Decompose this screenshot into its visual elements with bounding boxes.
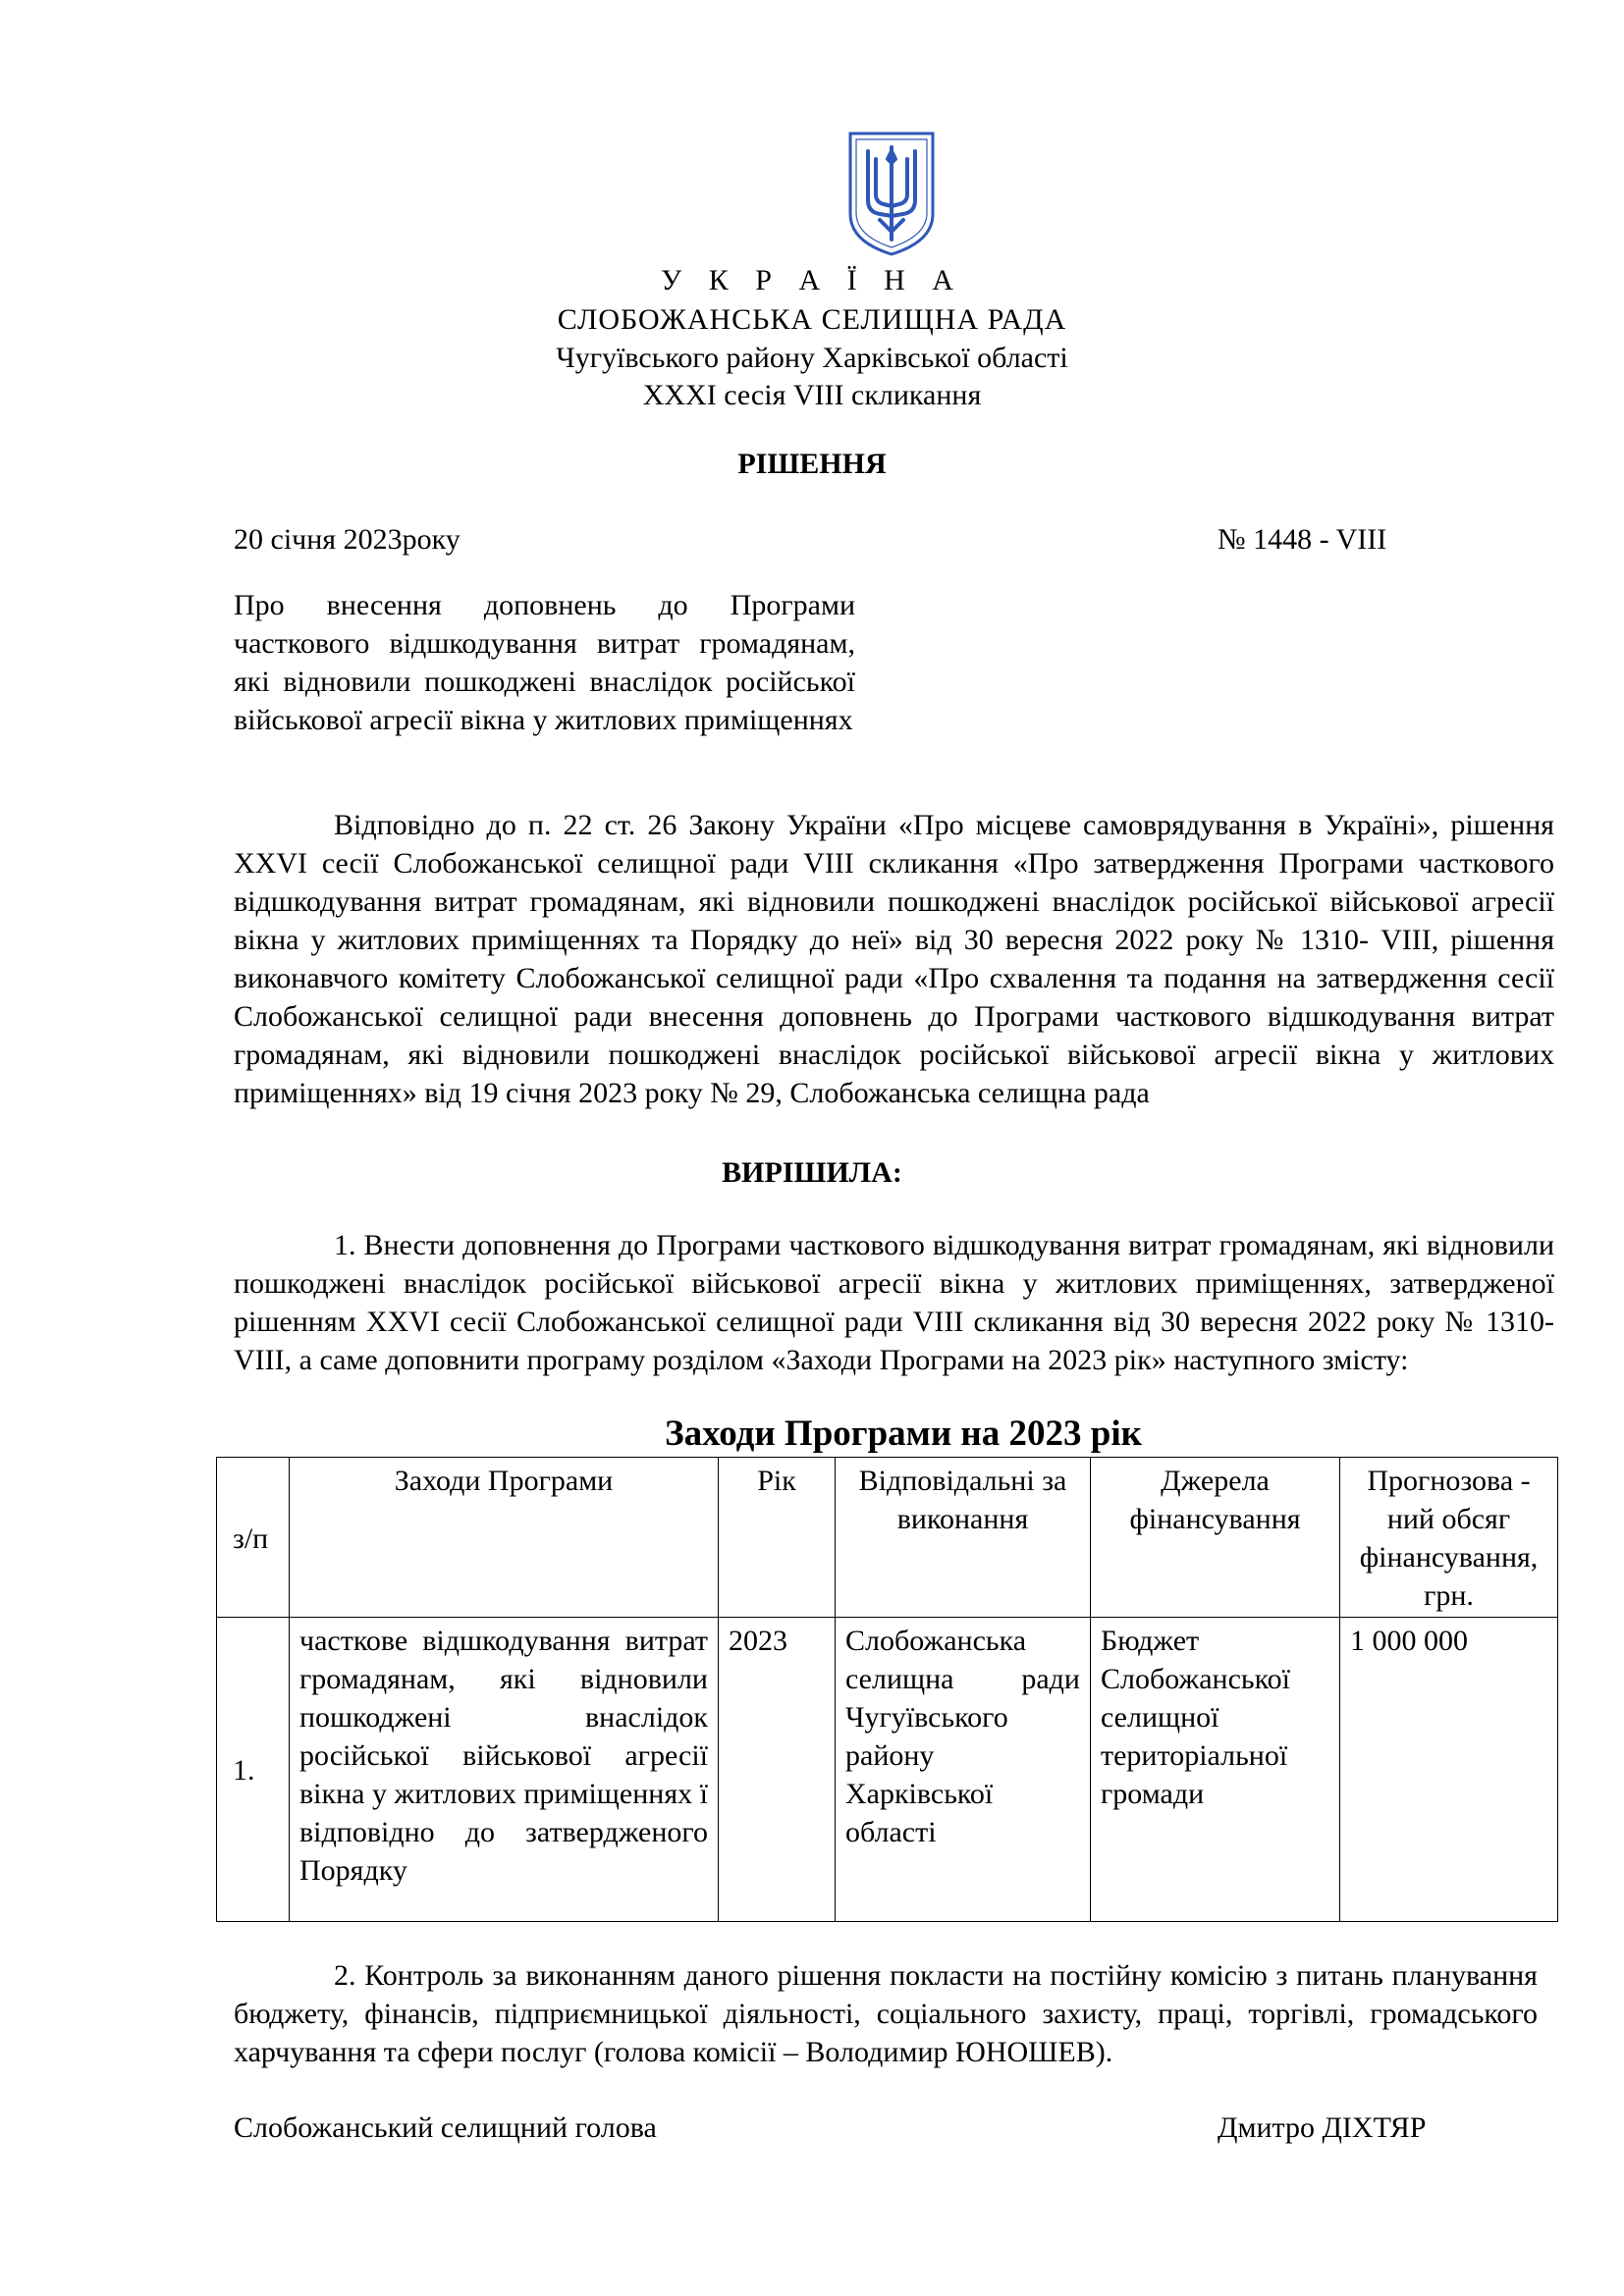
cell-measures: часткове відшкодування витрат громадянам, які відновили пошкоджені внаслідок російської військової агресії вікна у житлових приміщеннях ї відповідно до затвердженого Порядку: [290, 1618, 719, 1922]
cell-volume: 1 000 000: [1340, 1618, 1558, 1922]
preamble-paragraph: Відповідно до п. 22 ст. 26 Закону України «Про місцеве самоврядування в Україні», рішення XXVI сесії Слобожанської селищної ради VIII скликання «Про затвердження Програми часткового відшкодування витрат громадянам, які відновили пошкоджені внаслідок російської військової агресії вікна у житлових приміщеннях та Порядку до неї» від 30 вересня 2022 року № 1310- VIII, рішення виконавчого комітету Слобожанської селищної ради «Про схвалення та подання на затвердження сесії Слобожанської селищної ради внесення доповнень до Програми часткового відшкодування витрат громадянам, які відновили пошкоджені внаслідок російської військової агресії вікна у житлових приміщеннях» від 19 січня 2023 року № 29, Слобожанська селищна рада: [234, 809, 1554, 1109]
signatory-title: Слобожанський селищний голова: [234, 2111, 657, 2144]
coat-of-arms-icon: [846, 130, 937, 257]
measures-table: [216, 1457, 1558, 1922]
decision-item-1: 1. Внести доповнення до Програми часткового відшкодування витрат громадянам, які відновили пошкоджені внаслідок російської військової агресії вікна у житлових приміщеннях, затвердженої рішенням XXVI сесії Слобожанської селищної ради VIII скликання від 30 вересня 2022 року № 1310- VIII, а саме доповнити програму розділом «Заходи Програми на 2023 рік» наступного змісту:: [234, 1229, 1554, 1376]
header-cell-sources: Джерела фінансування: [1091, 1458, 1340, 1618]
decided-heading: ВИРІШИЛА:: [722, 1156, 902, 1189]
header-cell-measures: Заходи Програми: [290, 1458, 719, 1618]
cell-year: 2023: [719, 1618, 836, 1922]
table-row: [217, 1618, 1558, 1922]
decision-subject: Про внесення доповнень до Програми часткового відшкодування витрат громадянам, які відновили пошкоджені внаслідок російської військової агресії вікна у житлових приміщеннях: [234, 589, 855, 736]
table-title: Заходи Програми на 2023 рік: [665, 1414, 1142, 1454]
decision-number: № 1448 - VIII: [1218, 523, 1387, 556]
header-cell-year: Рік: [719, 1458, 836, 1618]
decision-date: 20 січня 2023року: [234, 523, 460, 556]
signatory-name: Дмитро ДІХТЯР: [1218, 2111, 1427, 2144]
cell-responsible: Слобожанська селищна ради Чугуївського району Харківської області: [836, 1618, 1091, 1922]
document-type-title: РІШЕННЯ: [737, 448, 887, 480]
decision-item-2: 2. Контроль за виконанням даного рішення покласти на постійну комісію з питань планування бюджету, фінансів, підприємницької діяльності, соціального захисту, праці, торгівлі, громадського харчування та сфери послуг (голова комісії – Володимир ЮНОШЕВ).: [234, 1959, 1538, 2068]
country-name: У К Р А Ї Н А: [661, 264, 963, 296]
header-cell-responsible: Відповідальні за виконання: [836, 1458, 1091, 1618]
header-cell-no: з/п: [217, 1458, 290, 1618]
header-cell-volume: Прогнозова - ний обсяг фінансування, грн.: [1340, 1458, 1558, 1618]
cell-sources: Бюджет Слобожанської селищної територіальної громади: [1091, 1618, 1340, 1922]
session-line: XXXI сесія VIII скликання: [642, 379, 982, 411]
council-name: СЛОБОЖАНСЬКА СЕЛИЩНА РАДА: [557, 303, 1067, 336]
cell-no: 1.: [217, 1618, 290, 1922]
table-header-row: [217, 1458, 1558, 1618]
district-line: Чугуївського району Харківської області: [556, 342, 1068, 374]
